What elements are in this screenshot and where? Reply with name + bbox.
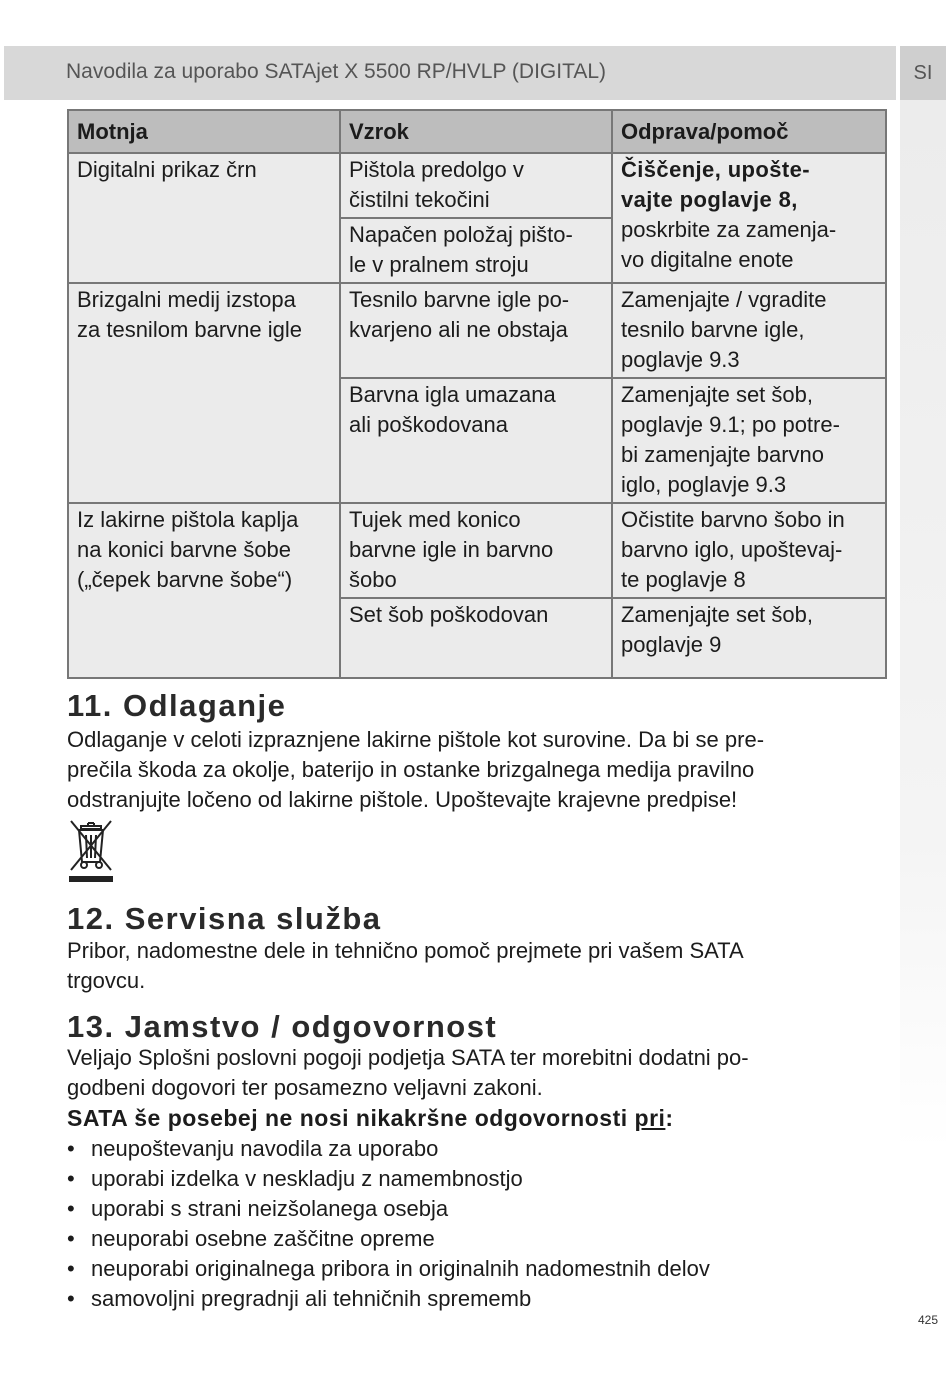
liability-statement-text: SATA še posebej ne nosi nikakršne odgovornosti xyxy=(67,1105,635,1131)
cause-text: ali poškodovana xyxy=(349,412,509,437)
cause-cell xyxy=(340,153,612,218)
cause-cell xyxy=(340,503,612,598)
problem-cell xyxy=(68,503,340,678)
paragraph-line: Odlaganje v celoti izpraznjene lakirne pištole kot surovine. Da bi se pre- xyxy=(67,727,765,752)
liability-statement xyxy=(67,1103,674,1133)
column-header-remedy: Odprava/pomoč xyxy=(612,110,886,153)
table-row xyxy=(68,503,886,598)
disposal-paragraph xyxy=(67,725,764,815)
troubleshooting-table xyxy=(67,109,887,679)
list-item: • neuporabi originalnega pribora in originalnih nadomestnih delov xyxy=(67,1254,710,1284)
remedy-text: Zamenjajte set šob, xyxy=(621,382,813,407)
cause-text: čistilni tekočini xyxy=(349,187,490,212)
remedy-text: Zamenjajte / vgradite xyxy=(621,287,827,312)
remedy-text: Zamenjajte set šob, xyxy=(621,602,813,627)
problem-cell xyxy=(68,153,340,283)
cause-text: Barvna igla umazana xyxy=(349,382,556,407)
warranty-paragraph xyxy=(67,1043,749,1103)
paragraph-line: trgovcu. xyxy=(67,968,146,993)
cause-text: šobo xyxy=(349,567,397,592)
paragraph-line: odstranjujte ločeno od lakirne pištole. Upoštevajte krajevne predpise! xyxy=(67,787,738,812)
remedy-text: poglavje 9.1; po potre- xyxy=(621,412,840,437)
remedy-text: barvno iglo, upoštevaj- xyxy=(621,537,843,562)
paragraph-line: prečila škoda za okolje, baterijo in ostanke brizgalnega medija pravilno xyxy=(67,757,755,782)
remedy-bold-text: Čiščenje, upošte- xyxy=(621,157,810,182)
cause-text: Pištola predolgo v xyxy=(349,157,524,182)
cause-text: Napačen položaj pišto- xyxy=(349,222,573,247)
cause-text: kvarjeno ali ne obstaja xyxy=(349,317,568,342)
document-title: Navodila za uporabo SATAjet X 5500 RP/HVLP (DIGITAL) xyxy=(66,60,607,83)
problem-text: („čepek barvne šobe“) xyxy=(77,567,293,592)
remedy-text: te poglavje 8 xyxy=(621,567,746,592)
page-number: 425 xyxy=(918,1313,939,1327)
list-item: • uporabi s strani neizšolanega osebja xyxy=(67,1194,710,1224)
side-strip xyxy=(900,100,946,1150)
liability-statement-colon: : xyxy=(665,1105,674,1131)
remedy-text: Očistite barvno šobo in xyxy=(621,507,845,532)
remedy-text: tesnilo barvne igle, xyxy=(621,317,805,342)
remedy-cell xyxy=(612,598,886,678)
remedy-text: poskrbite za zamenja- xyxy=(621,217,837,242)
section-heading-service: 12. Servisna služba xyxy=(67,901,382,936)
cause-text: le v pralnem stroju xyxy=(349,252,529,277)
remedy-text: vo digitalne enote xyxy=(621,247,794,272)
cause-text: Set šob poškodovan xyxy=(349,602,549,627)
remedy-text: bi zamenjajte barvno xyxy=(621,442,825,467)
liability-exclusions-list xyxy=(67,1134,710,1314)
remedy-cell xyxy=(612,378,886,503)
table-row xyxy=(68,153,886,218)
paragraph-line: Veljajo Splošni poslovni pogoji podjetja SATA ter morebitni dodatni po- xyxy=(67,1045,749,1070)
section-heading-warranty: 13. Jamstvo / odgovornost xyxy=(67,1009,498,1044)
cause-text: Tujek med konico xyxy=(349,507,521,532)
problem-cell xyxy=(68,283,340,503)
problem-text: Digitalni prikaz črn xyxy=(77,157,257,182)
problem-text: na konici barvne šobe xyxy=(77,537,292,562)
cause-cell xyxy=(340,598,612,678)
remedy-cell xyxy=(612,283,886,378)
section-heading-disposal: 11. Odlaganje xyxy=(67,688,287,723)
cause-text: Tesnilo barvne igle po- xyxy=(349,287,570,312)
cause-cell xyxy=(340,283,612,378)
paragraph-line: godbeni dogovori ter posamezno veljavni zakoni. xyxy=(67,1075,543,1100)
column-header-problem: Motnja xyxy=(68,110,340,153)
table-header-row xyxy=(68,110,886,153)
paragraph-line: Pribor, nadomestne dele in tehnično pomoč prejmete pri vašem SATA xyxy=(67,938,744,963)
crossed-out-wheelie-bin-icon xyxy=(66,818,116,884)
service-paragraph xyxy=(67,936,744,996)
remedy-cell xyxy=(612,503,886,598)
remedy-text: poglavje 9 xyxy=(621,632,722,657)
remedy-bold-text: vajte poglavje 8, xyxy=(621,187,798,212)
language-tab: SI xyxy=(900,46,946,100)
list-item: • neupoštevanju navodila za uporabo xyxy=(67,1134,710,1164)
column-header-cause: Vzrok xyxy=(340,110,612,153)
cause-text: barvne igle in barvno xyxy=(349,537,554,562)
remedy-text: iglo, poglavje 9.3 xyxy=(621,472,787,497)
remedy-cell xyxy=(612,153,886,283)
liability-statement-underlined: pri xyxy=(634,1105,666,1131)
problem-text: za tesnilom barvne igle xyxy=(77,317,303,342)
cause-cell xyxy=(340,378,612,503)
cause-cell xyxy=(340,218,612,283)
list-item: • samovoljni pregradnji ali tehničnih sprememb xyxy=(67,1284,710,1314)
list-item: • uporabi izdelka v neskladju z namembnostjo xyxy=(67,1164,710,1194)
table-row xyxy=(68,283,886,378)
list-item: • neuporabi osebne zaščitne opreme xyxy=(67,1224,710,1254)
problem-text: Brizgalni medij izstopa xyxy=(77,287,296,312)
problem-text: Iz lakirne pištola kaplja xyxy=(77,507,299,532)
remedy-text: poglavje 9.3 xyxy=(621,347,740,372)
